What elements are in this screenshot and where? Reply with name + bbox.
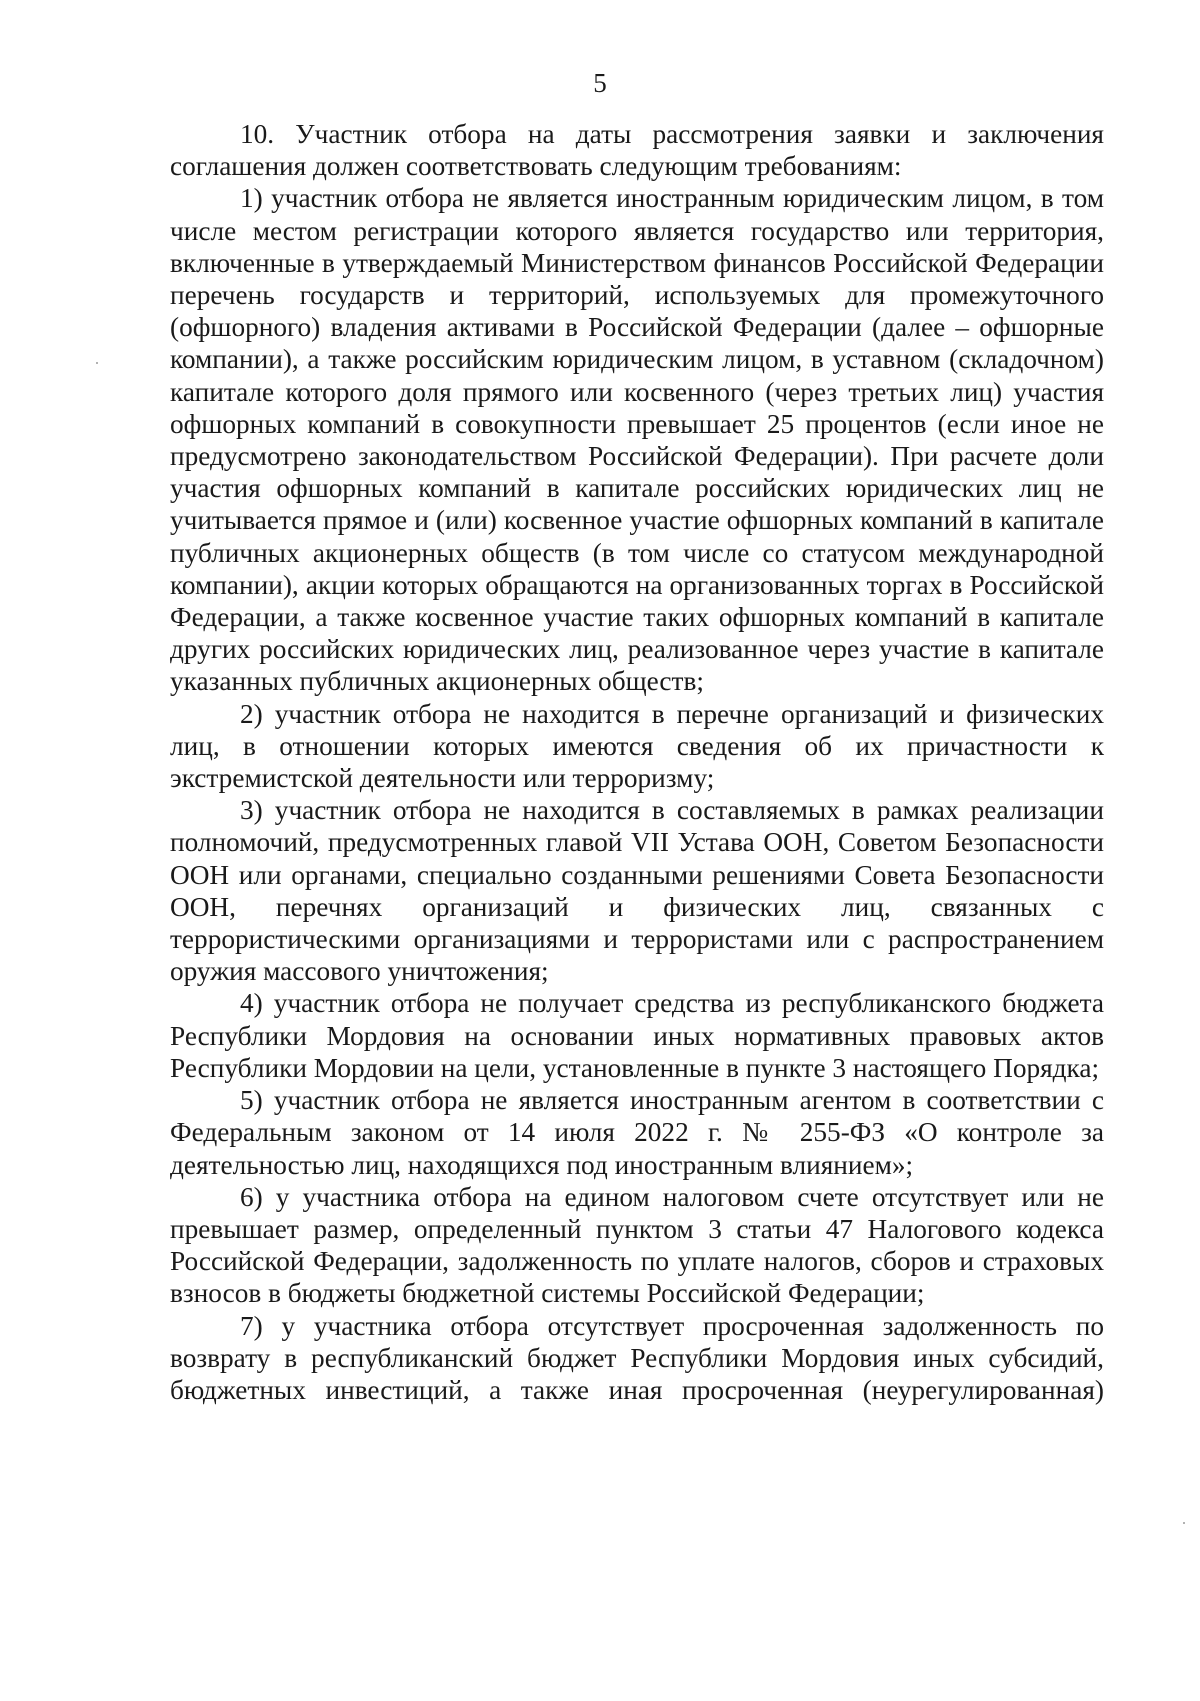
page-number: 5 [593,68,607,98]
paragraph-subitem-5: 5) участник отбора не является иностранным агентом в соответствии с Федеральным законом от 14 июля 2022 г. № 255-ФЗ «О контроле за деятельностью лиц, находящихся под иностранным влиянием»; [170,1085,1104,1180]
paragraph-subitem-2: 2) участник отбора не находится в перечне организаций и физических лиц, в отношении которых имеются сведения об их причастности к экстремистской деятельности или терроризму; [170,698,1104,794]
paragraph-subitem-7: 7) у участника отбора отсутствует просроченная задолженность по возврату в республиканский бюджет Республики Мордовия иных субсидий, бюджетных инвестиций, а также иная просроченная (неурегулированная) [170,1310,1104,1405]
paragraph-subitem-6: 6) у участника отбора на едином налоговом счете отсутствует или не превышает размер, определенный пунктом 3 статьи 47 Налогового кодекса Российской Федерации, задолженность по уплате налогов, сборов и страховых взносов в бюджеты бюджетной системы Российской Федерации; [170,1181,1104,1309]
scan-speck [96,362,98,364]
scan-speck [1183,1522,1185,1524]
document-body [170,118,1104,1406]
paragraph-subitem-3: 3) участник отбора не находится в составляемых в рамках реализации полномочий, предусмотренных главой VII Устава ООН, Советом Безопасности ООН или органами, специально созданными решениями Совета Безопасности ООН, перечнях организаций и физических лиц, связанных с террористическими организациями и террористами или с распространением оружия массового уничтожения; [170,795,1104,987]
paragraph-item-10: 10. Участник отбора на даты рассмотрения заявки и заключения соглашения должен соответствовать следующим требованиям: [170,119,1104,182]
paragraph-subitem-1: 1) участник отбора не является иностранным юридическим лицом, в том числе местом регистрации которого является государство или территория, включенные в утверждаемый Министерством финансов Российской Федерации перечень государств и территорий, используемых для промежуточного (офшорного) владения активами в Российской Федерации (далее – офшорные компании), а также российским юридическим лицом, в уставном (складочном) капитале которого доля прямого или косвенного (через третьих лиц) участия офшорных компаний в совокупности превышает 25 процентов (если иное не предусмотрено законодательством Российской Федерации). При расчете доли участия офшорных компаний в капитале российских юридических лиц не учитывается прямое и (или) косвенное участие офшорных компаний в капитале публичных акционерных обществ (в том числе со статусом международной компании), акции которых обращаются на организованных торгах в Российской Федерации, а также косвенное участие таких офшорных компаний в капитале других российских юридических лиц, реализованное через участие в капитале указанных публичных акционерных обществ; [170,183,1104,697]
paragraph-subitem-4: 4) участник отбора не получает средства из республиканского бюджета Республики Мордовия на основании иных нормативных правовых актов Республики Мордовии на цели, установленные в пункте 3 настоящего Порядка; [170,988,1104,1083]
